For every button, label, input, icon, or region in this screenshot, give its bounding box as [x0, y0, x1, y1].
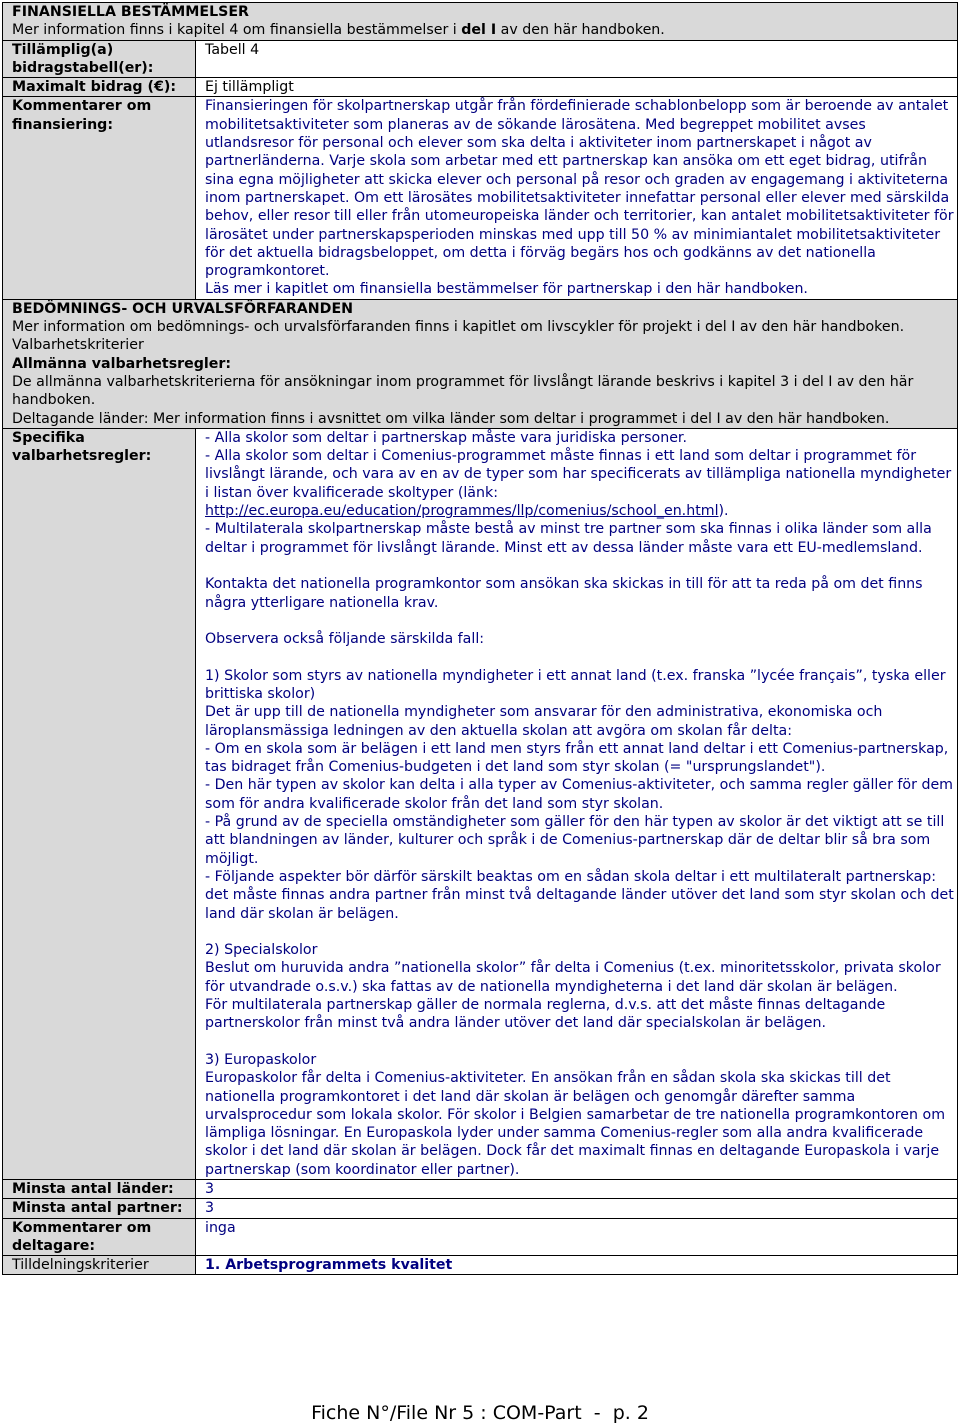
comments-label-cell	[3, 97, 196, 299]
min-countries-label: Minsta antal länder:	[12, 1181, 174, 1197]
case2-p2: För multilaterala partnerskap gäller de normala reglerna, d.v.s. att det måste finnas deltagande partnerskolor från minst två andra länder utöver det land där specialskolan är belägen.	[205, 997, 886, 1032]
countries-text: Deltagande länder: Mer information finns i avsnittet om vilka länder som deltar i programmet i del I av den här handboken.	[12, 410, 890, 427]
specific-observe: Observera också följande särskilda fall:	[205, 631, 485, 648]
case1-b1: - Om en skola som är belägen i ett land men styrs från ett annat land deltar i ett Comenius-partnerskap, tas bidraget från Comenius-budgeten i det land som styr skolan (= "ursprungslandet").	[205, 740, 949, 776]
min-partners-value: 3	[205, 1200, 215, 1217]
comments-more: Läs mer i kapitlet om finansiella bestämmelser för partnerskap i den här handboken.	[205, 281, 808, 298]
case2-p1: Beslut om huruvida andra ”nationella skolor” får delta i Comenius (t.ex. minoritetsskolor, privata skolor för utvandrade o.s.v.) ska fattas av de nationella myndigheterna i det land där skolan är belägen.	[205, 960, 941, 995]
min-partners-label: Minsta antal partner:	[12, 1200, 183, 1217]
min-countries-label-cell	[3, 1180, 196, 1199]
award-label: Tilldelningskriterier	[12, 1257, 149, 1274]
general-rules-heading: Allmänna valbarhetsregler:	[12, 355, 232, 372]
case1-title: 1) Skolor som styrs av nationella myndigheter i ett annat land (t.ex. franska ”lycée français”, tyska eller brittiska skolor)	[205, 667, 946, 702]
grant-table-label-cell	[3, 40, 196, 78]
eligibility-heading: Valbarhetskriterier	[12, 337, 144, 354]
case1-b3: - På grund av de speciella omständigheter som gäller för den här typen av skolor är det viktigt att se till att blandningen av länder, kulturer och språk i de Comenius-partnerskap där de deltar blir så bra som möjligt.	[205, 814, 945, 867]
footer-text: Fiche N°/File Nr 5 : COM-Part - p. 2	[311, 1402, 649, 1424]
case1-b4: - Följande aspekter bör därför särskilt beaktas om en sådan skola deltar i ett multilateralt partnerskap: det måste finnas andra partner från minst två deltagande länder utöver det land som styr skolan och det land där skolan är belägen.	[205, 868, 954, 922]
participants-value: inga	[205, 1219, 236, 1236]
specific-contact: Kontakta det nationella programkontor som ansökan ska skickas in till för att ta reda på om det finns några ytterligare nationella krav.	[205, 576, 923, 611]
comenius-school-link[interactable]: http://ec.europa.eu/education/programmes/llp/comenius/school_en.html	[205, 503, 719, 520]
general-rules-text: De allmänna valbarhetskriterierna för ansökningar inom programmet för livslångt lärande beskrivs i kapitel 3 i del I av den här handboken.	[12, 373, 914, 409]
max-grant-label: Maximalt bidrag (€):	[12, 79, 177, 96]
case3-title: 3) Europaskolor	[205, 1051, 317, 1068]
award-value-cell	[196, 1256, 958, 1275]
case2-title: 2) Specialskolor	[205, 942, 318, 959]
participants-label-cell	[3, 1218, 196, 1256]
award-value: 1. Arbetsprogrammets kvalitet	[205, 1257, 453, 1274]
min-partners-label-cell	[3, 1199, 196, 1218]
comments-label: Kommentarer om finansiering:	[12, 98, 152, 133]
page-footer	[0, 1402, 960, 1424]
specific-label-cell	[3, 428, 196, 1179]
document	[2, 2, 957, 1275]
specific-value-cell	[196, 428, 958, 1179]
max-grant-value: Ej tillämpligt	[205, 79, 294, 96]
award-label-cell	[3, 1256, 196, 1275]
min-countries-value-cell	[196, 1180, 958, 1199]
call-table	[2, 2, 958, 1275]
financial-intro: Mer information finns i kapitel 4 om finansiella bestämmelser i del I av den här handboken.	[12, 22, 665, 39]
max-grant-label-cell	[3, 78, 196, 97]
specific-label: Specifika valbarhetsregler:	[12, 429, 152, 465]
assessment-heading: BEDÖMNINGS- OCH URVALSFÖRFARANDEN	[12, 300, 354, 317]
grant-table-label: Tillämplig(a) bidragstabell(er):	[12, 41, 154, 76]
specific-line-3: - Multilaterala skolpartnerskap måste bestå av minst tre partner som ska finnas i olika länder som alla deltar i programmet för livslångt lärande. Minst ett av dessa länder måste vara ett EU-medlemsland.	[205, 521, 932, 556]
comments-value-cell	[196, 97, 958, 299]
max-grant-value-cell	[196, 78, 958, 97]
case1-p1: Det är upp till de nationella myndigheter som ansvarar för den administrativa, ekonomiska och läroplansmässiga ledningen av den aktuella skolan att avgöra om skolan får delta:	[205, 704, 883, 739]
grant-table-value: Tabell 4	[205, 41, 260, 58]
financial-heading-cell	[3, 3, 958, 41]
participants-label: Kommentarer om deltagare:	[12, 1219, 152, 1254]
grant-table-value-cell	[196, 40, 958, 78]
min-countries-value: 3	[205, 1181, 215, 1197]
case3-p1: Europaskolor får delta i Comenius-aktiviteter. En ansökan från en sådan skola ska skickas till det nationella programkontoret i det land där skolan är belägen och genomgår därefter samma urvalsprocedur som lokala skolor. För skolor i Belgien samarbetar de tre nationella programkontoren om lämpliga lösningar. En Europaskola lyder under samma Comenius-regler som alla andra kvalificerade skolor i det land där skolan är belägen. Dock får det maximalt finnas en deltagande Europaskola i varje partnerskap (som koordinator eller partner).	[205, 1070, 946, 1178]
min-partners-value-cell	[196, 1199, 958, 1218]
assessment-cell	[3, 299, 958, 428]
financial-heading: FINANSIELLA BESTÄMMELSER	[12, 4, 249, 20]
specific-line-1: - Alla skolor som deltar i partnerskap måste vara juridiska personer.	[205, 429, 687, 446]
specific-line-2: - Alla skolor som deltar i Comenius-programmet måste finnas i ett land som deltar i programmet för livslångt lärande, och vara av en av de typer som har specificerats av tillämpliga nationella myndigheter i listan över kvalificerade skoltyper (länk: http://ec.europa.eu/education/programmes/llp/comenius/school_en.html).	[205, 448, 952, 520]
comments-text: Finansieringen för skolpartnerskap utgår från fördefinierade schablonbelopp som är beroende av antalet mobilitetsaktiviteter som planeras av de sökande lärosätena. Med begreppet mobilitet avses utlandsresor för personal och elever som ska delta i aktiviteter inom partnerskapet i något av partnerländerna. Varje skola som arbetar med ett partnerskap kan ansöka om ett eget bidrag, utifrån sina egna möjligheter att skicka elever och personal på resor och graden av engagemang i aktiviteterna inom partnerskapet. Om ett lärosätes mobilitetsaktiviteter innefattar personal eller elever med särskilda behov, eller resor till eller från utomeuropeiska länder och territorier, kan antalet mobilitetsaktiviteter för lärosätet under partnerskapsperioden minskas med upp till 50 % av minimiantalet mobilitetsaktiviteter för det aktuella bidragsbeloppet, om detta i förväg begärs hos och godkänns av det nationella programkontoret.	[205, 98, 954, 280]
participants-value-cell	[196, 1218, 958, 1256]
assessment-intro: Mer information om bedömnings- och urvalsförfaranden finns i kapitlet om livscykler för projekt i del I av den här handboken.	[12, 319, 905, 336]
case1-b2: - Den här typen av skolor kan delta i alla typer av Comenius-aktiviteter, och samma regler gäller för dem som för andra kvalificerade skolor från det land som styr skolan.	[205, 777, 953, 812]
